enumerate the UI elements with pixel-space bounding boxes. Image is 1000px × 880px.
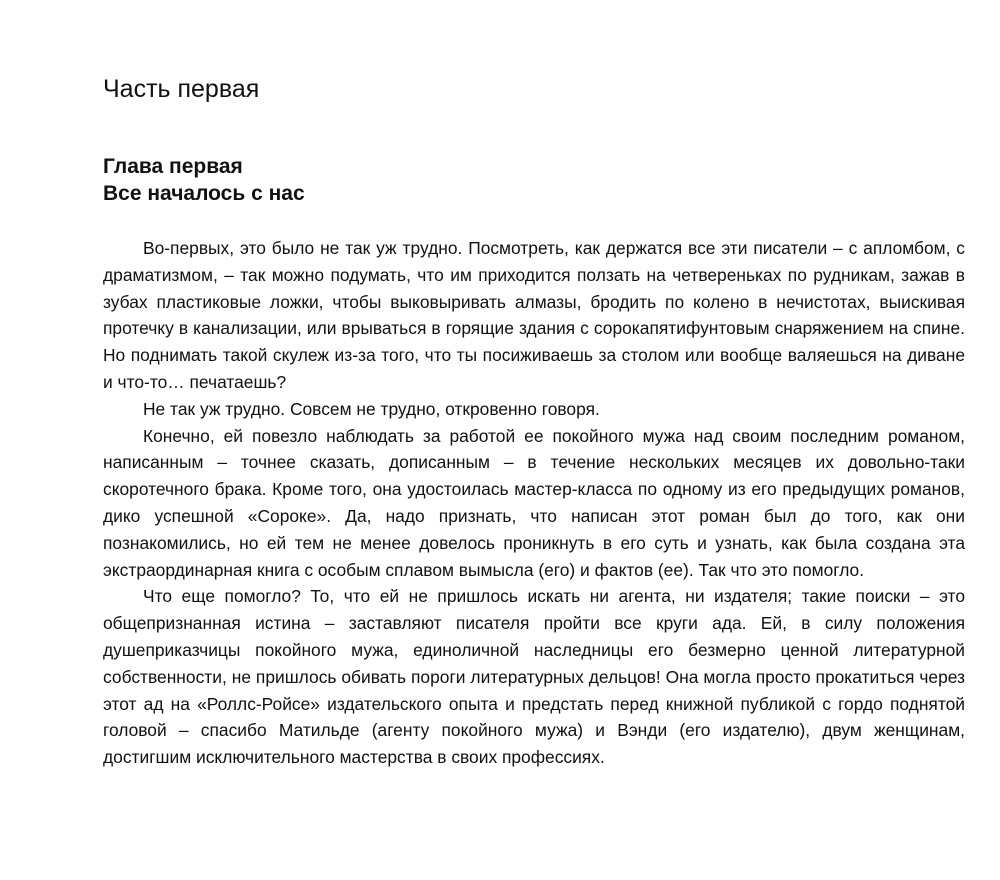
- paragraph: Во-первых, это было не так уж трудно. Посмотреть, как держатся все эти писатели – с апломбом, с драматизмом, – так можно подумать, что им приходится ползать на четвереньках по рудникам, зажав в зубах пластиковые ложки, чтобы выковыривать алмазы, бродить по колено в нечистотах, выискивая протечку в канализации, или врываться в горящие здания с сорокапятифунтовым снаряжением на спине. Но поднимать такой скулеж из-за того, что ты посиживаешь за столом или вообще валяешься на диване и что-то… печатаешь?: [103, 238, 965, 392]
- part-title: Часть первая: [103, 75, 260, 103]
- chapter-body: [103, 235, 965, 771]
- paragraph: Конечно, ей повезло наблюдать за работой ее покойного мужа над своим последним романом, написанным – точнее сказать, дописанным – в течение нескольких месяцев их довольно-таки скоротечного брака. Кроме того, она удостоилась мастер-класса по одному из его предыдущих романов, дико успешной «Сороке». Да, надо признать, что написан этот роман был до того, как они познакомились, но ей тем не менее довелось проникнуть в его суть и узнать, как была создана эта экстраординарная книга с особым сплавом вымысла (его) и фактов (ее). Так что это помогло.: [103, 425, 965, 580]
- paragraph: Что еще помогло? То, что ей не пришлось искать ни агента, ни издателя; такие поиски – это общепризнанная истина – заставляют писателя пройти все круги ада. Ей, в силу положения душеприказчицы покойного мужа, единоличной наследницы его безмерно ценной литературной собственности, не пришлось обивать пороги литературных дельцов! Она могла просто прокатиться через этот ад на «Роллс-Ройсе» издательского опыта и предстать перед книжной публикой с гордо поднятой головой – спасибо Матильде (агенту покойного мужа) и Вэнди (его издателю), двум женщинам, достигшим исключительного мастерства в своих профессиях.: [103, 586, 965, 768]
- chapter-title: Все началось с нас: [103, 182, 305, 205]
- chapter-heading: [103, 153, 305, 207]
- chapter-number: Глава первая: [103, 155, 243, 178]
- paragraph: Не так уж трудно. Совсем не трудно, откровенно говоря.: [143, 398, 600, 419]
